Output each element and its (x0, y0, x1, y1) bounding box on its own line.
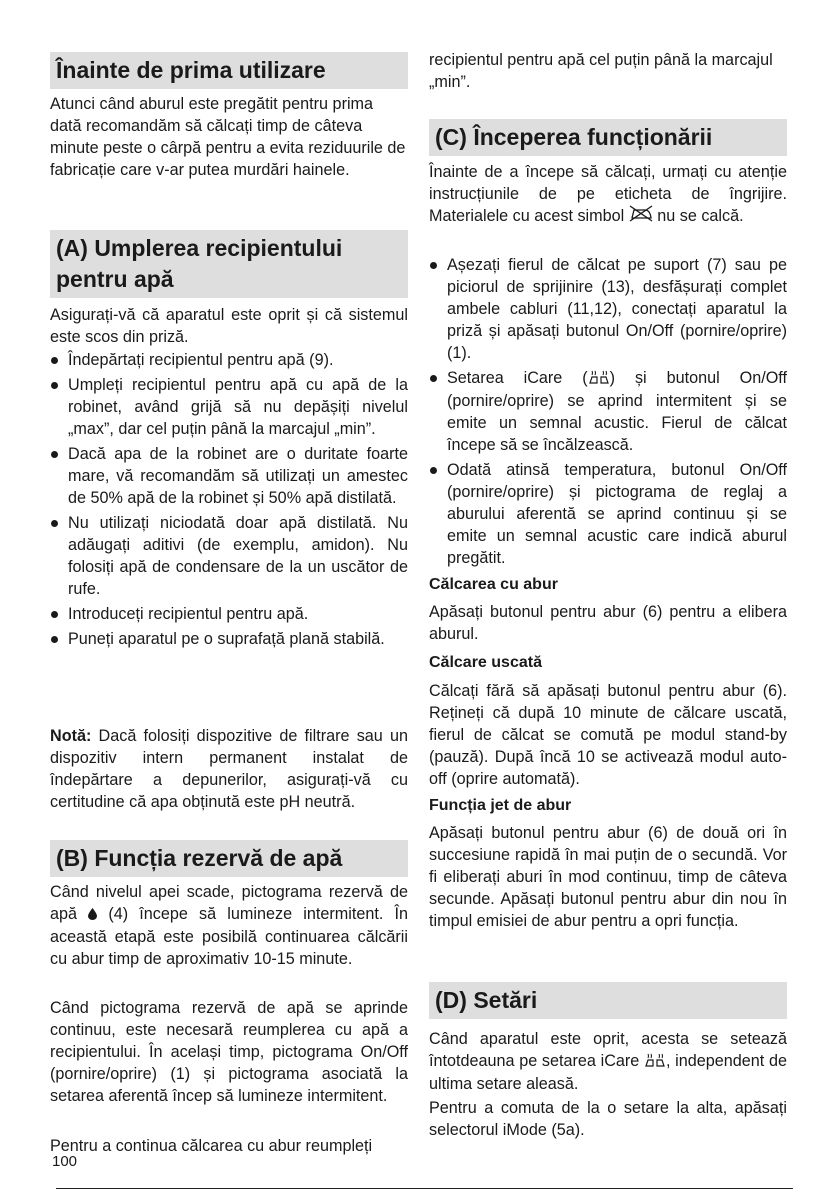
section-d-paragraph-1 (429, 1028, 787, 1095)
footer-divider (56, 1188, 793, 1189)
steam-jet-title: Funcția jet de abur (429, 797, 572, 814)
steam-ironing-title: Călcarea cu abur (429, 576, 558, 593)
section-a-intro: Asigurați-vă că aparatul este oprit și că sistemul este scos din priză. (50, 306, 408, 346)
section-c-bullets (429, 254, 787, 572)
continuation-paragraph: recipientul pentru apă cel puțin până la marcajul „min”. (429, 51, 773, 91)
list-item: Nu utilizați niciodată doar apă distilată. Nu adăugați aditivi (de exemplu, amidon). Nu folosiți apă de condensare de la un uscător de rufe. (50, 512, 408, 600)
list-item: Puneți aparatul pe o suprafață plană stabilă. (50, 628, 408, 650)
section-c-p1-after: nu se calcă. (652, 207, 744, 225)
section-b-paragraph-1 (50, 881, 408, 970)
section-b-p1-after: (4) începe să lumineze intermitent. În această etapă este posibilă continuarea călcării cu abur timp de aproximativ 10-15 minute. (50, 905, 408, 968)
section-d-p1-after: , independent de ultima setare aleasă. (429, 1052, 787, 1093)
list-item: Îndepărtați recipientul pentru apă (9). (50, 349, 408, 371)
dry-ironing-title: Călcare uscată (429, 654, 542, 671)
note-text: Dacă folosiți dispozitive de filtrare sau un dispozitiv intern permanent instalat de îndepărtare a depunerilor, asigurați-vă cu certitudine că apa obținută este pH neutră. (50, 727, 408, 811)
first-use-paragraph: Atunci când aburul este pregătit pentru prima dată recomandăm să călcați timp de câteva minute peste o cârpă pentru a evita reziduurile de fabricație care v-ar putea murdări hainele. (50, 95, 406, 179)
heading-section-b: (B) Funcția rezervă de apă (50, 840, 408, 877)
section-c-p1-before: Înainte de a începe să călcați, urmați cu atenție instrucțiunile de pe eticheta de îngrijire. Materialele cu acest simbol (429, 163, 787, 225)
icare-icon (588, 368, 610, 390)
note-label: Notă: (50, 727, 92, 745)
dry-ironing-text: Călcați fără să apăsați butonul pentru abur (6). Rețineți că după 10 minute de călcare uscată, fierul de călcat se comută pe modul stand-by (pauză). După încă 10 se activează modul auto-off (oprire automată). (429, 682, 787, 788)
section-b-p1-before: Când nivelul apei scade, pictograma rezervă de apă (50, 883, 408, 923)
no-iron-symbol-icon (629, 205, 653, 228)
section-a-bullets (50, 349, 408, 653)
b2-before: Setarea iCare ( (447, 369, 588, 387)
section-a-note (50, 725, 408, 813)
heading-section-d: (D) Setări (429, 982, 787, 1019)
steam-jet-text: Apăsați butonul pentru abur (6) de două ori în succesiune rapidă în mai puțin de o secundă. Vor fi eliberați aburi în mod continuu, timp de câteva secunde. Apăsați butonul pentru abur din nou în timpul emisiei de abur pentru a opri funcția. (429, 824, 787, 930)
page-number: 100 (52, 1153, 78, 1170)
list-item (429, 367, 787, 456)
list-item: Odată atinsă temperatura, butonul On/Off (pornire/oprire) și pictograma de reglaj a aburului aferentă se aprind continuu și se emite un semnal acustic care indică aburul pregătit. (429, 459, 787, 569)
list-item: Introduceți recipientul pentru apă. (50, 603, 408, 625)
list-item: Umpleți recipientul pentru apă cu apă de la robinet, având grijă să nu depășiți nivelul „max”, dar cel puțin până la marcajul „min”. (50, 374, 408, 440)
heading-section-c: (C) Începerea funcționării (429, 119, 787, 156)
heading-first-use: Înainte de prima utilizare (50, 52, 408, 89)
section-b-paragraph-2: Când pictograma rezervă de apă se aprinde continuu, este necesară reumplerea cu apă a recipientului. În același timp, pictograma On/Off (pornire/oprire) (1) și pictograma asociată la setarea aferentă încep să lumineze intermitent. (50, 999, 408, 1105)
icare-icon (644, 1051, 666, 1073)
section-d-p1-before: Când aparatul este oprit, acesta se setează întotdeauna pe setarea iCare (429, 1030, 787, 1070)
steam-ironing-text: Apăsați butonul pentru abur (6) pentru a elibera aburul. (429, 603, 787, 643)
heading-section-a: (A) Umplerea recipientului pentru apă (50, 230, 408, 298)
section-c-paragraph (429, 161, 787, 228)
list-item: Așezați fierul de călcat pe suport (7) sau pe piciorul de sprijinire (13), desfășurați complet ambele cabluri (11,12), conectați aparatul la priză și apăsați butonul On/Off (pornire/oprire) (1). (429, 254, 787, 364)
section-b-paragraph-3: Pentru a continua călcarea cu abur reumpleți (50, 1137, 373, 1155)
water-drop-icon (88, 904, 97, 926)
b2-after: ) și butonul On/Off (pornire/oprire) se aprind intermitent și se emite un semnal acustic. Fierul de călcat începe să se încălzească. (447, 369, 787, 454)
list-item: Dacă apa de la robinet are o duritate foarte mare, vă recomandăm să utilizați un amestec de 50% apă de la robinet și 50% apă distilată. (50, 443, 408, 509)
section-d-paragraph-2: Pentru a comuta de la o setare la alta, apăsați selectorul iMode (5a). (429, 1099, 787, 1139)
